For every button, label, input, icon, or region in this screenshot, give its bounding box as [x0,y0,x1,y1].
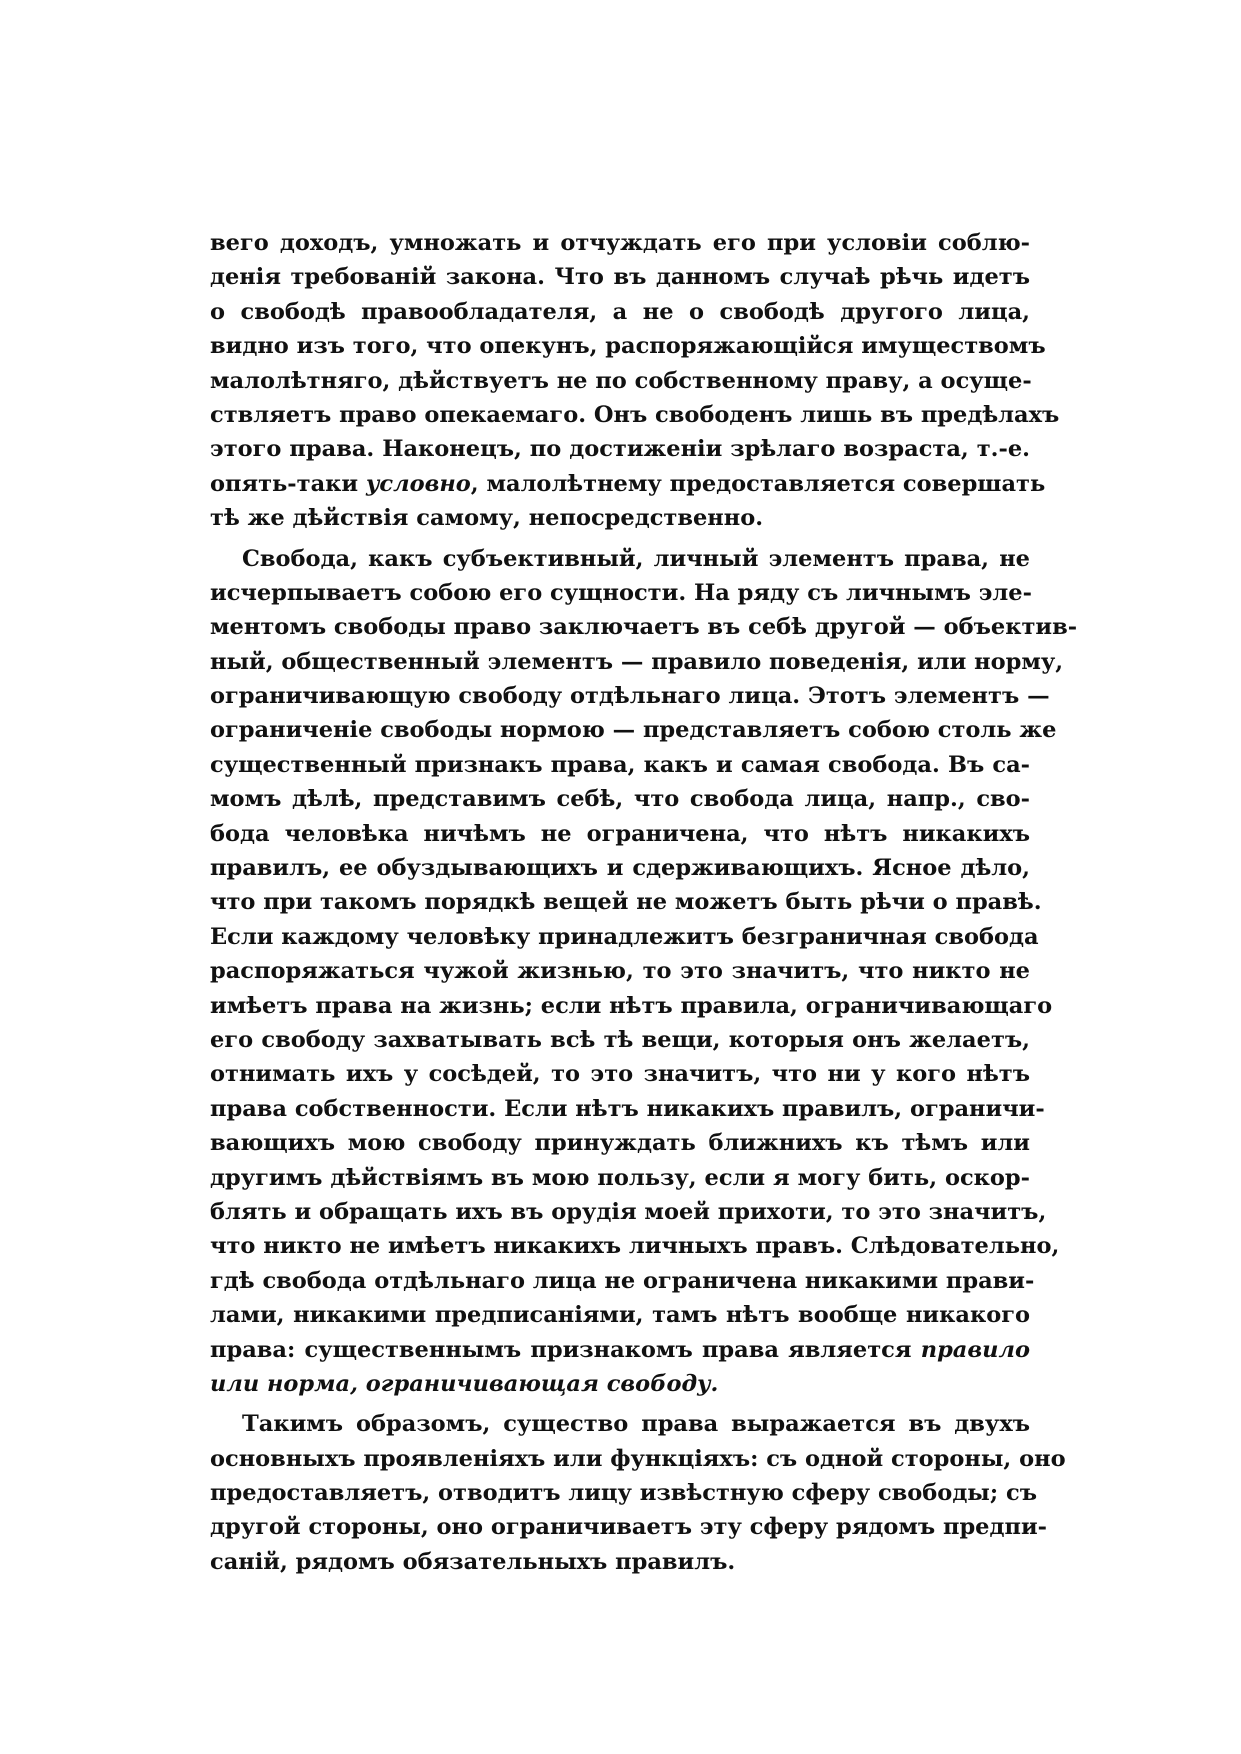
text-line: что при такомъ порядкѣ вещей не можетъ быть рѣчи о правѣ. [210,889,1042,916]
text-line: момъ дѣлѣ, представимъ себѣ, что свобода лица, напр., сво- [210,786,1030,813]
text-line: другимъ дѣйствіямъ въ мою пользу, если я могу бить, оскор- [210,1164,1030,1191]
text-line: ментомъ свободы право заключаетъ въ себѣ другой — объектив- [210,614,1078,641]
text-line: этого права. Наконецъ, по достиженіи зрѣлаго возраста, т.-е. [210,436,1030,463]
text-line: распоряжаться чужой жизнью, то это значитъ, что никто не [210,958,1030,985]
text-line: опять-таки условно, малолѣтнему предоставляется совершать [210,470,1046,497]
text-line: Свобода, какъ субъективный, личный элементъ права, не [242,545,1030,572]
body-text [210,226,1078,1579]
text-line: видно изъ того, что опекунъ, распоряжающійся имуществомъ [210,333,1046,360]
paragraph [210,1407,1066,1579]
text-line: другой стороны, оно ограничиваетъ эту сферу рядомъ предпи- [210,1514,1047,1541]
text-line: что никто не имѣетъ никакихъ личныхъ правъ. Слѣдовательно, [210,1233,1060,1260]
text-line: о свободѣ правообладателя, а не о свободѣ другого лица, [210,298,1030,325]
text-line: денія требованій закона. Что въ данномъ случаѣ рѣчь идетъ [210,264,1030,291]
text-line: бода человѣка ничѣмъ не ограничена, что нѣтъ никакихъ [210,820,1030,847]
text-line: отнимать ихъ у сосѣдей, то это значитъ, что ни у кого нѣтъ [210,1061,1030,1088]
text-line: его свободу захватывать всѣ тѣ вещи, которыя онъ желаетъ, [210,1026,1030,1053]
text-line: вающихъ мою свободу принуждать ближнихъ къ тѣмъ или [210,1130,1030,1157]
text-line: имѣетъ права на жизнь; если нѣтъ правила, ограничивающаго [210,992,1053,1019]
italic-emphasis: правило [920,1336,1030,1363]
paragraph [210,542,1078,1402]
text-line: предоставляетъ, отводитъ лицу извѣстную сферу свободы; съ [210,1480,1037,1507]
text-line: тѣ же дѣйствія самому, непосредственно. [210,505,764,532]
text-line: ный, общественный элементъ — правило поведенія, или норму, [210,648,1064,675]
text-line: ограничивающую свободу отдѣльнаго лица. Этотъ элементъ — [210,683,1050,710]
text-line: Такимъ образомъ, существо права выражается въ двухъ [242,1411,1030,1438]
text-line: права: существеннымъ признакомъ права является правило [210,1336,1030,1363]
text-line: ограниченіе свободы нормою — представляетъ собою столь же [210,717,1057,744]
text-line: Если каждому человѣку принадлежитъ безграничная свобода [210,923,1039,950]
italic-emphasis: условно [365,470,471,497]
text-line [210,1367,1030,1401]
text-line: малолѣтняго, дѣйствуетъ не по собственному праву, а осуще- [210,367,1032,394]
paragraph [210,226,1060,536]
text-line: вего доходъ, умножать и отчуждать его при условіи соблю- [210,230,1030,256]
italic-emphasis: или норма, ограничивающая свободу. [210,1370,719,1397]
text-line: права собственности. Если нѣтъ никакихъ правилъ, ограничи- [210,1095,1045,1122]
text-line: гдѣ свобода отдѣльнаго лица не ограничена никакими прави- [210,1267,1035,1294]
text-line: существенный признакъ права, какъ и самая свобода. Въ са- [210,751,1030,778]
text-line: правилъ, ее обуздывающихъ и сдерживающихъ. Ясное дѣло, [210,855,1030,882]
text-line: саній, рядомъ обязательныхъ правилъ. [210,1548,736,1575]
text-line: исчерпываетъ собою его сущности. На ряду съ личнымъ эле- [210,579,1032,606]
text-line: основныхъ проявленіяхъ или функціяхъ: съ одной стороны, оно [210,1445,1066,1472]
text-line: ствляетъ право опекаемаго. Онъ свободенъ лишь въ предѣлахъ [210,401,1060,428]
text-line: блять и обращать ихъ въ орудія моей прихоти, то это значитъ, [210,1198,1047,1225]
text-line: лами, никакими предписаніями, тамъ нѣтъ вообще никакого [210,1302,1030,1329]
